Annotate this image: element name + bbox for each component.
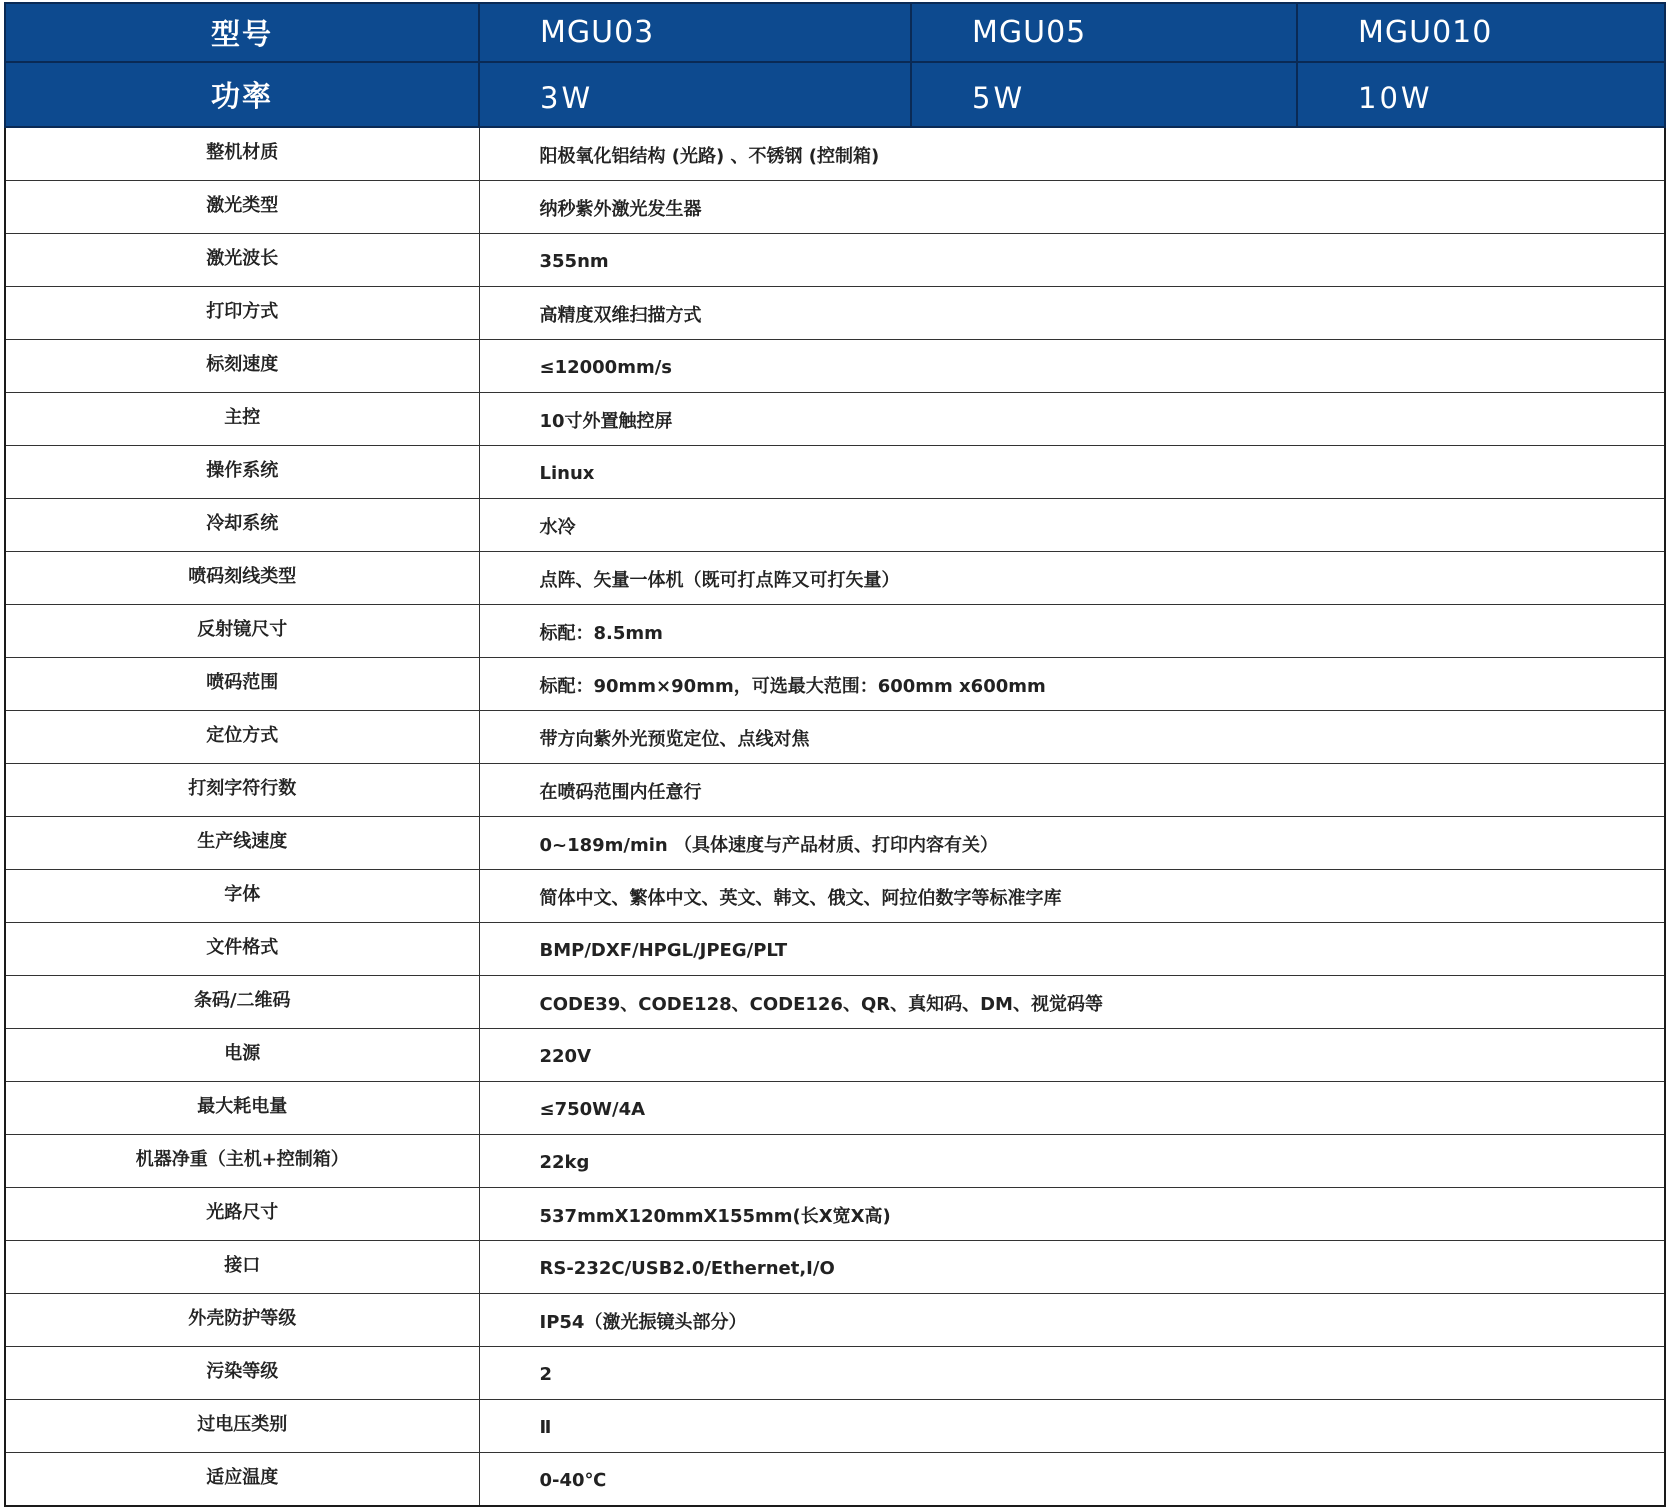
spec-label: 喷码刻线类型	[5, 552, 479, 605]
spec-label: 喷码范围	[5, 658, 479, 711]
spec-value: Ⅱ	[479, 1400, 1665, 1453]
spec-label: 接口	[5, 1241, 479, 1294]
spec-row	[5, 1453, 1665, 1507]
spec-value: Linux	[479, 446, 1665, 499]
spec-value: 简体中文、繁体中文、英文、韩文、俄文、阿拉伯数字等标准字库	[479, 870, 1665, 923]
spec-row	[5, 234, 1665, 287]
model-mgu03: MGU03	[479, 3, 911, 62]
spec-value: CODE39、CODE128、CODE126、QR、真知码、DM、视觉码等	[479, 976, 1665, 1029]
spec-row	[5, 1400, 1665, 1453]
spec-row	[5, 393, 1665, 446]
spec-value: 水冷	[479, 499, 1665, 552]
spec-row	[5, 1135, 1665, 1188]
spec-value: IP54（激光振镜头部分）	[479, 1294, 1665, 1347]
spec-row	[5, 499, 1665, 552]
spec-label: 冷却系统	[5, 499, 479, 552]
spec-label: 字体	[5, 870, 479, 923]
spec-label: 条码/二维码	[5, 976, 479, 1029]
spec-row	[5, 976, 1665, 1029]
spec-row	[5, 711, 1665, 764]
spec-row	[5, 181, 1665, 234]
power-mgu03: 3W	[479, 62, 911, 127]
spec-row	[5, 127, 1665, 181]
spec-label: 机器净重（主机+控制箱）	[5, 1135, 479, 1188]
spec-label: 污染等级	[5, 1347, 479, 1400]
spec-value: 22kg	[479, 1135, 1665, 1188]
spec-row	[5, 923, 1665, 976]
spec-row	[5, 870, 1665, 923]
spec-value: 0~189m/min （具体速度与产品材质、打印内容有关）	[479, 817, 1665, 870]
spec-value: 阳极氧化铝结构 (光路) 、不锈钢 (控制箱)	[479, 127, 1665, 181]
spec-value: 10寸外置触控屏	[479, 393, 1665, 446]
spec-label: 电源	[5, 1029, 479, 1082]
spec-value: 0-40℃	[479, 1453, 1665, 1507]
spec-row	[5, 1294, 1665, 1347]
spec-label: 整机材质	[5, 127, 479, 181]
spec-value: 355nm	[479, 234, 1665, 287]
spec-label: 外壳防护等级	[5, 1294, 479, 1347]
spec-label: 光路尺寸	[5, 1188, 479, 1241]
power-header-label: 功率	[5, 62, 479, 127]
model-header-label: 型号	[5, 3, 479, 62]
spec-label: 过电压类别	[5, 1400, 479, 1453]
spec-value: ≤750W/4A	[479, 1082, 1665, 1135]
spec-table	[4, 2, 1666, 1507]
spec-label: 打刻字符行数	[5, 764, 479, 817]
spec-label: 主控	[5, 393, 479, 446]
spec-label: 激光类型	[5, 181, 479, 234]
spec-value: 537mmX120mmX155mm(长X宽X高)	[479, 1188, 1665, 1241]
spec-label: 操作系统	[5, 446, 479, 499]
model-mgu010: MGU010	[1297, 3, 1665, 62]
spec-value: RS-232C/USB2.0/Ethernet,I/O	[479, 1241, 1665, 1294]
model-mgu05: MGU05	[911, 3, 1297, 62]
spec-value: 标配：90mm×90mm，可选最大范围：600mm x600mm	[479, 658, 1665, 711]
power-mgu010: 10W	[1297, 62, 1665, 127]
spec-label: 标刻速度	[5, 340, 479, 393]
spec-value: 标配：8.5mm	[479, 605, 1665, 658]
spec-value: 点阵、矢量一体机（既可打点阵又可打矢量）	[479, 552, 1665, 605]
spec-label: 文件格式	[5, 923, 479, 976]
spec-row	[5, 340, 1665, 393]
spec-row	[5, 658, 1665, 711]
spec-label: 生产线速度	[5, 817, 479, 870]
spec-label: 激光波长	[5, 234, 479, 287]
spec-value: ≤12000mm/s	[479, 340, 1665, 393]
spec-label: 定位方式	[5, 711, 479, 764]
power-mgu05: 5W	[911, 62, 1297, 127]
spec-row	[5, 1082, 1665, 1135]
spec-label: 适应温度	[5, 1453, 479, 1507]
spec-value: 高精度双维扫描方式	[479, 287, 1665, 340]
spec-value: 220V	[479, 1029, 1665, 1082]
spec-label: 最大耗电量	[5, 1082, 479, 1135]
spec-value: 纳秒紫外激光发生器	[479, 181, 1665, 234]
spec-row	[5, 764, 1665, 817]
spec-rows	[5, 127, 1665, 1506]
power-header-row	[5, 62, 1665, 127]
spec-row	[5, 605, 1665, 658]
spec-label: 打印方式	[5, 287, 479, 340]
spec-row	[5, 446, 1665, 499]
spec-value: 带方向紫外光预览定位、点线对焦	[479, 711, 1665, 764]
spec-row	[5, 552, 1665, 605]
spec-value: 2	[479, 1347, 1665, 1400]
model-header-row	[5, 3, 1665, 62]
spec-value: 在喷码范围内任意行	[479, 764, 1665, 817]
spec-row	[5, 1029, 1665, 1082]
spec-row	[5, 1188, 1665, 1241]
spec-value: BMP/DXF/HPGL/JPEG/PLT	[479, 923, 1665, 976]
spec-row	[5, 1241, 1665, 1294]
spec-row	[5, 287, 1665, 340]
spec-row	[5, 1347, 1665, 1400]
spec-row	[5, 817, 1665, 870]
spec-label: 反射镜尺寸	[5, 605, 479, 658]
